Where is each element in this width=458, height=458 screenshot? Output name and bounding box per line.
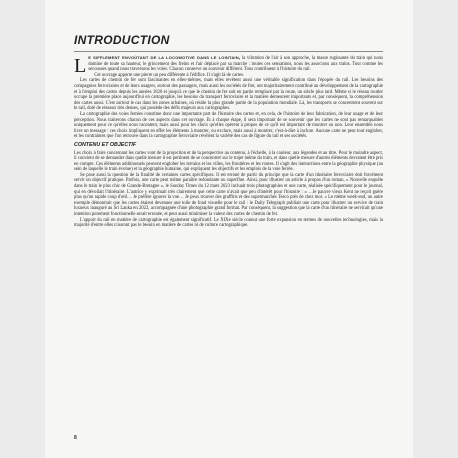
paragraph: Les cartes de chemin de fer sont fascinantes en elles-mêmes, mais elles revêtent aussi une véritable signification dans l'épopée du rail. Les besoins des compagnies ferroviaires et de leurs usagers, surtout des passagers, mais aussi les sociétés de fret, ont majoritairement contribué au développement de la cartographie et à l'emploi des cartes depuis les années 1820 et jusqu'à ce que le chemin de fer soit en partie remplacé par la route, un siècle plus tard. Même si le réseau routier occupe la première place aujourd'hui en cartographie, les besoins du transport ferroviaire et la matière demeurent importants et, par conséquent, la compréhension des cartes aussi. C'est surtout le cas dans les zones urbaines, où réside la plus grande partie de la population mondiale. Là, les transports se concentrent souvent sur le rail, doté de réseaux très denses, qui possède des défis majeurs aux cartographes. [74,78,383,112]
chapter-heading: INTRODUCTION [74,33,170,47]
section-subheading: CONTENU ET OBJECTIF [74,141,137,148]
paragraph: Les choix à faire concernant les cartes vont de la projection et de la perspective au contenu, à l'échelle, à la couleur, aux légendes et au titre. Pour le moindre aspect, il convient de se demander dans quelle mesure il est pertinent de se concentrer sur le trajet même du train, et dans quelle mesure d'autres éléments devraient être pris en compte. Ces éléments additionnels peuvent englober les terrains et les villes, les frontières et les routes. Il s'agit des interactions entre la géographie physique (au sein de laquelle le train évolue) et la géographie humaine, qui expliquent les objectifs et les emplois de la voie ferrée. [74,150,383,173]
page-number: 8 [74,435,77,441]
body-text [74,56,383,229]
paragraph: L'apport du rail en matière de cartographie est également significatif. Le XIXe siècle connut une forte expansion en termes de nouvelles technologies, mais la majorité d'entre elles n'auront pas le besoin en matière de cartes ni de culture cartographique. [74,217,383,229]
paragraph: Se pose aussi la question de la finalité de certaines cartes spécifiques. Il est erroné de partir du principe que la carte d'un itinéraire ferroviaire doit forcément servir un objectif pratique. Parfois, une carte peut même paraître redondante ou superflue. Ainsi, pour illustrer un article à propos d'un roman, « Nouvelle enquête dans le train le plus chic de Grande-Bretagne », le Sunday Times du 12 mars 2023 incluait trois photographies et une carte, réalisée spécifiquement pour le journal, qui en dévoilait l'itinéraire. L'autrice y exprimait très clairement que cette carte n'avait que peu d'intérêt pour l'histoire : « …le pauvre vieux Kent ne reçoit guère plus qu'un rapide coup d'œil… Je préfère ignorer la vue… Je peux trouver des graffitis et des supermarchés Tesco près de chez moi. » Le même week-end, un autre exemple démontrait que les cartes étaient devenues une toile de fond visuelle pour le rail : le Daily Telegraph publiait une carte pour illustrer un service de train luxueux inauguré au Sri Lanka en 2022, accompagnée d'une photographie grand format. Par conséquent, la suggestion que la carte d'un itinéraire ne servirait qu'une intention purement fonctionnelle serait erronée, et peut aussi minimiser la valeur des cartes de chemin de fer. [74,172,383,218]
lead-in: e sifflement envoûtant de la locomotive dans le lointain, [88,55,241,61]
paragraph: La cartographie des voies ferrées constitue donc une importante part de l'histoire des cartes et, en cela, de l'histoire de leur fabrication, de leur usage et de leur perception. Nous traiterons chacun de ces aspects dans cet ouvrage. Et à chaque étape, il sera important de se souvenir que les cartes ne sont pas remarquables uniquement pour ce qu'elles nous racontent, mais aussi pour les choix qu'elles opèrent à propos de ce qu'il est important de montrer ou non. Leur ensemble nous livre un message : ces choix impliquent en effet les éléments à montrer, ou exclure, mais aussi à montrer, c'est-à-dire à inclure. Aucune carte ne peut tout englober, et les contraintes que l'on retrouve dans la cartographie ferroviaire révèlent la variété des cas de figure du rail et ses sociétés. [74,111,383,140]
book-page [45,0,413,458]
drop-cap: L [74,55,87,77]
paragraph: Cet ouvrage apporte une pierre un peu différente à l'édifice. Il s'agit là de cartes. [94,72,245,78]
paragraph: la vibration de l'air à son approche, la masse rugissante du train qui nous domine de toute sa hauteur, le grincement des freins et l'air déplacé par sa marche : toutes ces sensations, nous les associons aux trains. Tout comme les secousses quand nous traversons les voies. Chacun conserve un souvenir différent. Tous contribuent à l'histoire du rail. [88,56,383,73]
heading-rule [74,51,383,52]
